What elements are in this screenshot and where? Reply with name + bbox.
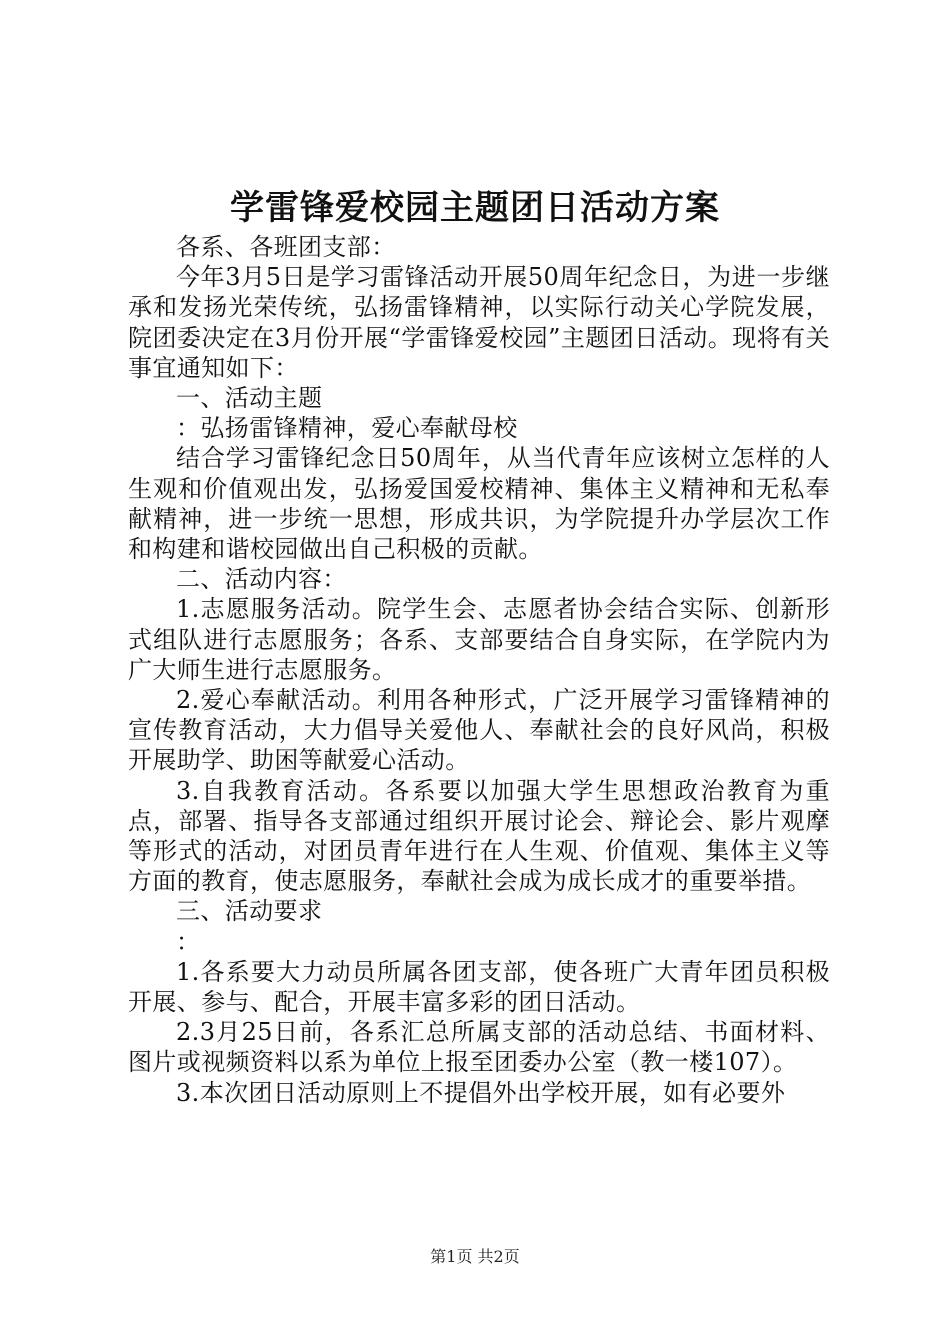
section-heading-content: 二、活动内容： xyxy=(176,565,347,594)
page-footer: 第1页 共2页 xyxy=(430,1247,520,1266)
salutation: 各系、各班团支部： xyxy=(176,233,396,261)
content-item-3: 3.自我教育活动。各系要以加强大学生思想政治教育为重点，部署、指导各支部通过组织开展讨论会、辩论会、影片观摩等形式的活动，对团员青年进行在人生观、价值观、集体主义等方面的教育，使志愿服务，奉献社会成为成长成才的重要举措。 xyxy=(128,776,830,896)
requirement-item-3: 3.本次团日活动原则上不提倡外出学校开展，如有必要外 xyxy=(176,1078,786,1107)
requirement-item-1: 1.各系要大力动员所属各团支部，使各班广大青年团员积极开展、参与、配合，开展丰富多彩的团日活动。 xyxy=(128,957,830,1017)
theme-description: 结合学习雷锋纪念日50周年，从当代青年应该树立怎样的人生观和价值观出发，弘扬爱国爱校精神、集体主义精神和无私奉献精神，进一步统一思想，形成共识，为学院提升办学层次工作和构建和谐校园做出自己积极的贡献。 xyxy=(128,444,830,564)
intro-paragraph: 今年3月5日是学习雷锋活动开展50周年纪念日，为进一步继承和发扬光荣传统，弘扬雷锋精神，以实际行动关心学院发展，院团委决定在3月份开展“学雷锋爱校园”主题团日活动。现将有关事宜通知如下： xyxy=(128,263,830,382)
requirement-item-2: 2.3月25日前，各系汇总所属支部的活动总结、书面材料、图片或视频资料以系为单位上报至团委办公室（教一楼107）。 xyxy=(128,1018,830,1077)
section-heading-theme: 一、活动主题 xyxy=(176,384,323,413)
document-body xyxy=(128,232,830,1108)
content-item-1: 1.志愿服务活动。院学生会、志愿者协会结合实际、创新形式组队进行志愿服务；各系、支部要结合自身实际，在学院内为广大师生进行志愿服务。 xyxy=(128,595,830,684)
section-heading-requirements: 三、活动要求 xyxy=(176,897,323,926)
theme-text: ：弘扬雷锋精神，爱心奉献母校 xyxy=(176,414,518,443)
requirements-colon: ： xyxy=(176,927,201,956)
content-item-2: 2.爱心奉献活动。利用各种形式，广泛开展学习雷锋精神的宣传教育活动，大力倡导关爱他人、奉献社会的良好风尚，积极开展助学、助困等献爱心活动。 xyxy=(128,686,830,775)
document-title: 学雷锋爱校园主题团日活动方案 xyxy=(230,188,720,228)
